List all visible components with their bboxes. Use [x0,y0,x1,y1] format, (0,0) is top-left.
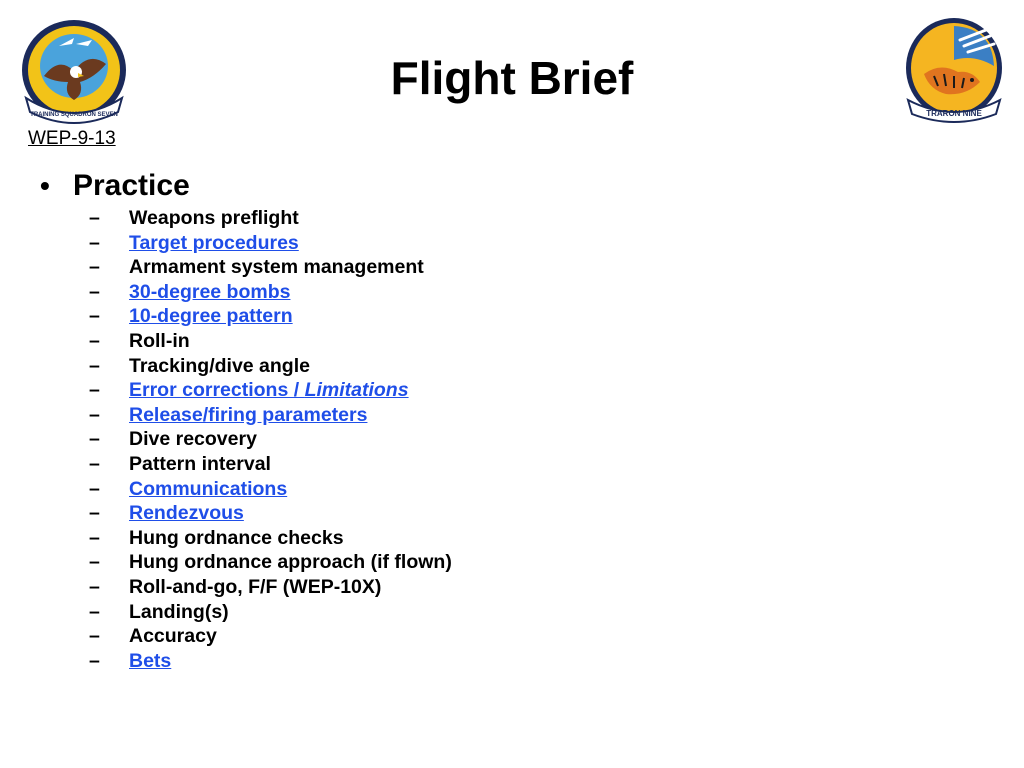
sub-bullet-item [40,526,940,551]
slide-title: Flight Brief [390,52,634,104]
sub-bullet-text: Release/firing parameters [129,403,368,426]
sub-bullet-item [40,600,940,625]
sub-bullet-item[interactable] [40,304,940,329]
sub-bullet-item [40,624,940,649]
sub-bullet-text: Accuracy [129,625,217,648]
sub-bullet-text: Target procedures [129,231,299,254]
document-code: WEP-9-13 [28,128,116,149]
sub-bullet-item [40,575,940,600]
dash-icon: – [89,575,100,598]
sub-bullet-item[interactable] [40,477,940,502]
sub-bullet-item[interactable] [40,501,940,526]
sub-bullet-text: Roll-and-go, F/F (WEP-10X) [129,575,382,598]
sub-bullet-label [129,427,257,452]
dash-icon: – [89,649,100,672]
sub-bullet-text: Roll-in [129,329,190,352]
sub-bullet-text: Rendezvous [129,502,244,525]
sub-bullet-label [129,255,424,280]
sub-bullet-item[interactable] [40,649,940,674]
sub-bullet-item[interactable] [40,403,940,428]
dash-icon: – [89,428,100,451]
sub-bullet-label [129,575,381,600]
sub-bullet-link[interactable] [129,501,244,526]
sub-bullet-text: Hung ordnance approach (if flown) [129,551,452,574]
sub-bullet-list [40,206,940,673]
sub-bullet-text: Weapons preflight [129,207,299,229]
dash-icon: – [89,502,100,525]
sub-bullet-label [129,206,299,231]
sub-bullet-item [40,354,940,379]
slide-content [40,166,940,673]
dash-icon: – [89,354,100,377]
sub-bullet-label [129,624,217,649]
sub-bullet-item [40,550,940,575]
dash-icon: – [89,600,100,623]
sub-bullet-label [129,526,344,551]
sub-bullet-link[interactable] [129,280,290,305]
sub-bullet-text: Error corrections / [129,379,305,402]
dash-icon: – [89,256,100,279]
bullet-icon: • [40,170,50,201]
sub-bullet-text: Hung ordnance checks [129,526,344,549]
dash-icon: – [89,526,100,549]
dash-icon: – [89,305,100,328]
sub-bullet-item [40,329,940,354]
main-bullet-label: Practice [73,169,190,202]
sub-bullet-item[interactable] [40,280,940,305]
dash-icon: – [89,477,100,500]
dash-icon: – [89,551,100,574]
sub-bullet-label [129,354,310,379]
sub-bullet-text: Tracking/dive angle [129,354,310,377]
dash-icon: – [89,231,100,254]
dash-icon: – [89,207,100,229]
sub-bullet-label [129,329,190,354]
right-patch-banner-text: TRARON NINE [926,109,982,118]
sub-bullet-text: 10-degree pattern [129,305,293,328]
sub-bullet-item [40,255,940,280]
sub-bullet-label [129,452,271,477]
sub-bullet-text: Dive recovery [129,428,257,451]
sub-bullet-text: Communications [129,477,288,500]
sub-bullet-item [40,206,940,231]
sub-bullet-text: Armament system management [129,256,424,279]
sub-bullet-text: 30-degree bombs [129,280,291,303]
dash-icon: – [89,329,100,352]
sub-bullet-item[interactable] [40,378,940,403]
dash-icon: – [89,379,100,402]
left-patch-banner-text: TRAINING SQUADRON SEVEN [30,112,118,118]
sub-bullet-link[interactable] [129,649,171,674]
sub-bullet-text: Pattern interval [129,452,271,475]
dash-icon: – [89,403,100,426]
sub-bullet-link[interactable] [129,231,299,256]
sub-bullet-link[interactable] [129,304,293,329]
sub-bullet-item[interactable] [40,231,940,256]
sub-bullet-italic-text: Limitations [304,379,409,402]
sub-bullet-item [40,452,940,477]
sub-bullet-text: Bets [129,649,172,672]
dash-icon: – [89,280,100,303]
sub-bullet-link[interactable] [129,378,409,403]
sub-bullet-text: Landing(s) [129,600,229,623]
sub-bullet-link[interactable] [129,403,367,428]
dash-icon: – [89,452,100,475]
dash-icon: – [89,625,100,648]
sub-bullet-link[interactable] [129,477,287,502]
main-bullet-item [40,166,940,206]
sub-bullet-label [129,550,452,575]
sub-bullet-item [40,427,940,452]
sub-bullet-label [129,600,229,625]
